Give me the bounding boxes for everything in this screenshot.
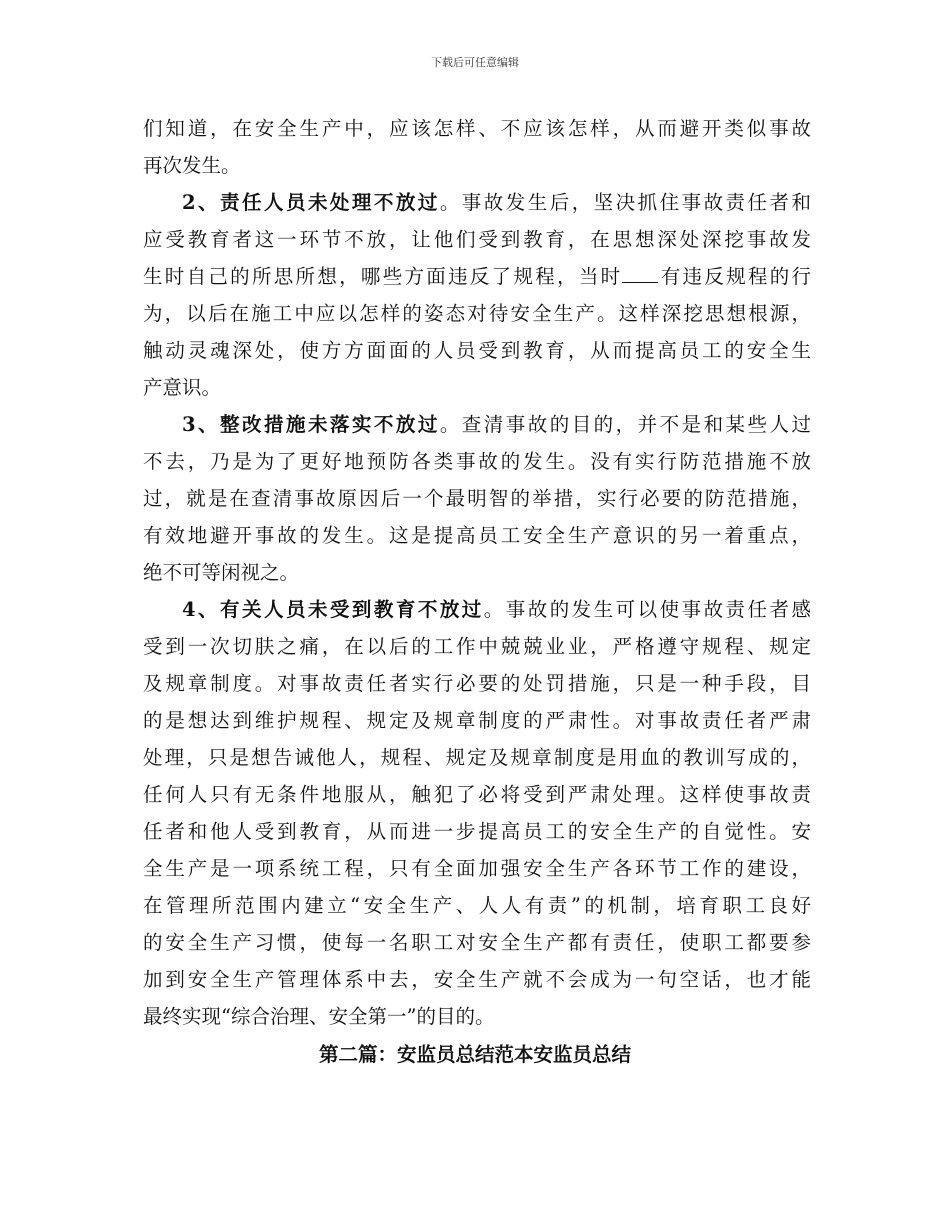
paragraph-text: 有违反规程的行: [658, 265, 811, 288]
paragraph-line: [143, 591, 811, 628]
paragraph-line: 加到安全生产管理体系中去，安全生产就不会成为一句空话，也才能: [143, 968, 811, 991]
paragraph-line: 有效地避开事故的发生。这是提高员工安全生产意识的另一着重点，: [143, 524, 811, 547]
paragraph-line: 任何人只有无条件地服从，触犯了必将受到严肃处理。这样使事故责: [143, 783, 811, 806]
paragraph-line: 触动灵魂深处，使方方面面的人员受到教育，从而提高员工的安全生: [143, 339, 811, 362]
document-body: [143, 110, 811, 1035]
paragraph-line: [143, 258, 811, 295]
paragraph-line: 的是想达到维护规程、规定及规章制度的严肃性。对事故责任者严肃: [143, 709, 811, 732]
paragraph-line: 不去，乃是为了更好地预防各类事故的发生。没有实行防范措施不放: [143, 450, 811, 473]
section-heading: 第二篇：安监员总结范本安监员总结: [318, 1043, 631, 1066]
page-header: 下载后可任意编辑: [431, 56, 519, 69]
paragraph-text: 生时自己的所思所想，哪些方面违反了规程，当时: [143, 265, 623, 288]
paragraph-line: 绝不可等闲视之。: [143, 561, 300, 584]
paragraph-line: [143, 406, 811, 443]
paragraph-line: 最终实现“综合治理、安全第一”的目的。: [143, 1005, 495, 1028]
paragraph-line: 处理，只是想告诫他人，规程、规定及规章制度是用血的教训写成的，: [143, 746, 811, 769]
paragraph-line: 全生产是一项系统工程，只有全面加强安全生产各环节工作的建设，: [143, 857, 811, 880]
paragraph-line: 为，以后在施工中应以怎样的姿态对待安全生产。这样深挖思想根源，: [143, 302, 811, 325]
paragraph-text: 。事故发生后，坚决抓住事故责任者和: [439, 191, 811, 214]
paragraph-line: 们知道，在安全生产中，应该怎样、不应该怎样，从而避开类似事故: [143, 117, 811, 140]
paragraph-line: 受到一次切肤之痛，在以后的工作中兢兢业业，严格遵守规程、规定: [143, 635, 811, 658]
paragraph-line: 再次发生。: [143, 154, 241, 177]
paragraph-line: [143, 184, 811, 221]
paragraph-line: 在管理所范围内建立“安全生产、人人有责”的机制，培育职工良好: [143, 894, 811, 917]
point-title: 4、有关人员未受到教育不放过: [182, 598, 484, 621]
paragraph-line: 应受教育者这一环节不放，让他们受到教育，在思想深处深挖事故发: [143, 228, 811, 251]
paragraph-line: 及规章制度。对事故责任者实行必要的处罚措施，只是一种手段，目: [143, 672, 811, 695]
fill-in-blank: [622, 265, 658, 283]
paragraph-line: 过，就是在查清事故原因后一个最明智的举措，实行必要的防范措施，: [143, 487, 811, 510]
paragraph-text: 。事故的发生可以使事故责任者感: [483, 598, 811, 621]
point-title: 2、责任人员未处理不放过: [182, 191, 440, 214]
point-title: 3、整改措施未落实不放过: [182, 413, 440, 436]
paragraph-line: 的安全生产习惯，使每一名职工对安全生产都有责任，使职工都要参: [143, 931, 811, 954]
paragraph-text: 。查清事故的目的，并不是和某些人过: [439, 413, 811, 436]
paragraph-line: 任者和他人受到教育，从而进一步提高员工的安全生产的自觉性。安: [143, 820, 811, 843]
paragraph-line: 产意识。: [143, 376, 222, 399]
